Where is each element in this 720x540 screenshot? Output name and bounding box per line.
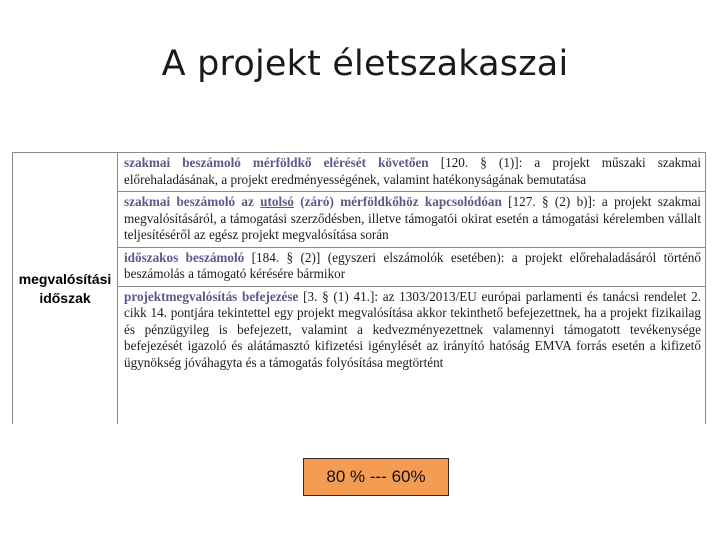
row-text: [184. § (2)] (egyszeri elszámolók esetében): a projekt előrehaladásáról történő beszámolás a támogató kérésére bármikor [124, 249, 701, 281]
row-term: időszakos beszámoló [124, 249, 245, 265]
row-term-b: (záró) mérföldkőhöz kapcsolódóan [293, 194, 502, 209]
definition-row-final-report [118, 192, 705, 248]
definition-rows [118, 153, 706, 424]
row-text: [127. § (2) b)]: a projekt szakmai megvalósításáról, a támogatási szerződésben, illetve támogatói okirat esetén a támogatási kérelemben vállalt teljesítéséről az egész projekt megvalósítása során [124, 194, 701, 242]
definitions-table [12, 152, 706, 424]
row-term: projektmegvalósítás befejezése [124, 288, 299, 304]
row-text: [120. § (1)]: a projekt műszaki szakmai előrehaladásának, a projekt eredményességének, valamint hatékonyságának bemutatása [124, 155, 702, 187]
ratio-badge: 80 % --- 60% [303, 458, 449, 496]
row-text: [3. § (1) 41.]: az 1303/2013/EU európai parlamenti és tanácsi rendelet 2. cikk 14. pontjára tekintettel egy projekt megvalósítása akkor tekinthető befejezettnek, ha a projekt fizikailag és pénzügyileg is befejezett, valamint a kedvezményezettnek valamennyi támogatott tevékenysége befejezését igazoló és alátámasztó kifizetési igénylését az irányító hatóság EMVA forrás esetén a kifizető ügynökség jóváhagyta és a támogatás folyósítása megtörtént [124, 288, 701, 370]
row-term-underlined: utolsó [260, 194, 294, 209]
period-label-line1: megvalósítási [18, 271, 112, 287]
period-label-cell [13, 153, 118, 424]
definition-row-project-completion [118, 287, 705, 375]
definition-row-periodic-report [118, 248, 705, 287]
row-term: szakmai beszámoló mérföldkő elérését követően [124, 155, 429, 170]
period-label-line2: időszak [39, 290, 91, 306]
page-title: A projekt életszakaszai [161, 44, 569, 84]
row-term-a: szakmai beszámoló az [124, 194, 261, 209]
definition-row-milestone-report [118, 153, 705, 192]
